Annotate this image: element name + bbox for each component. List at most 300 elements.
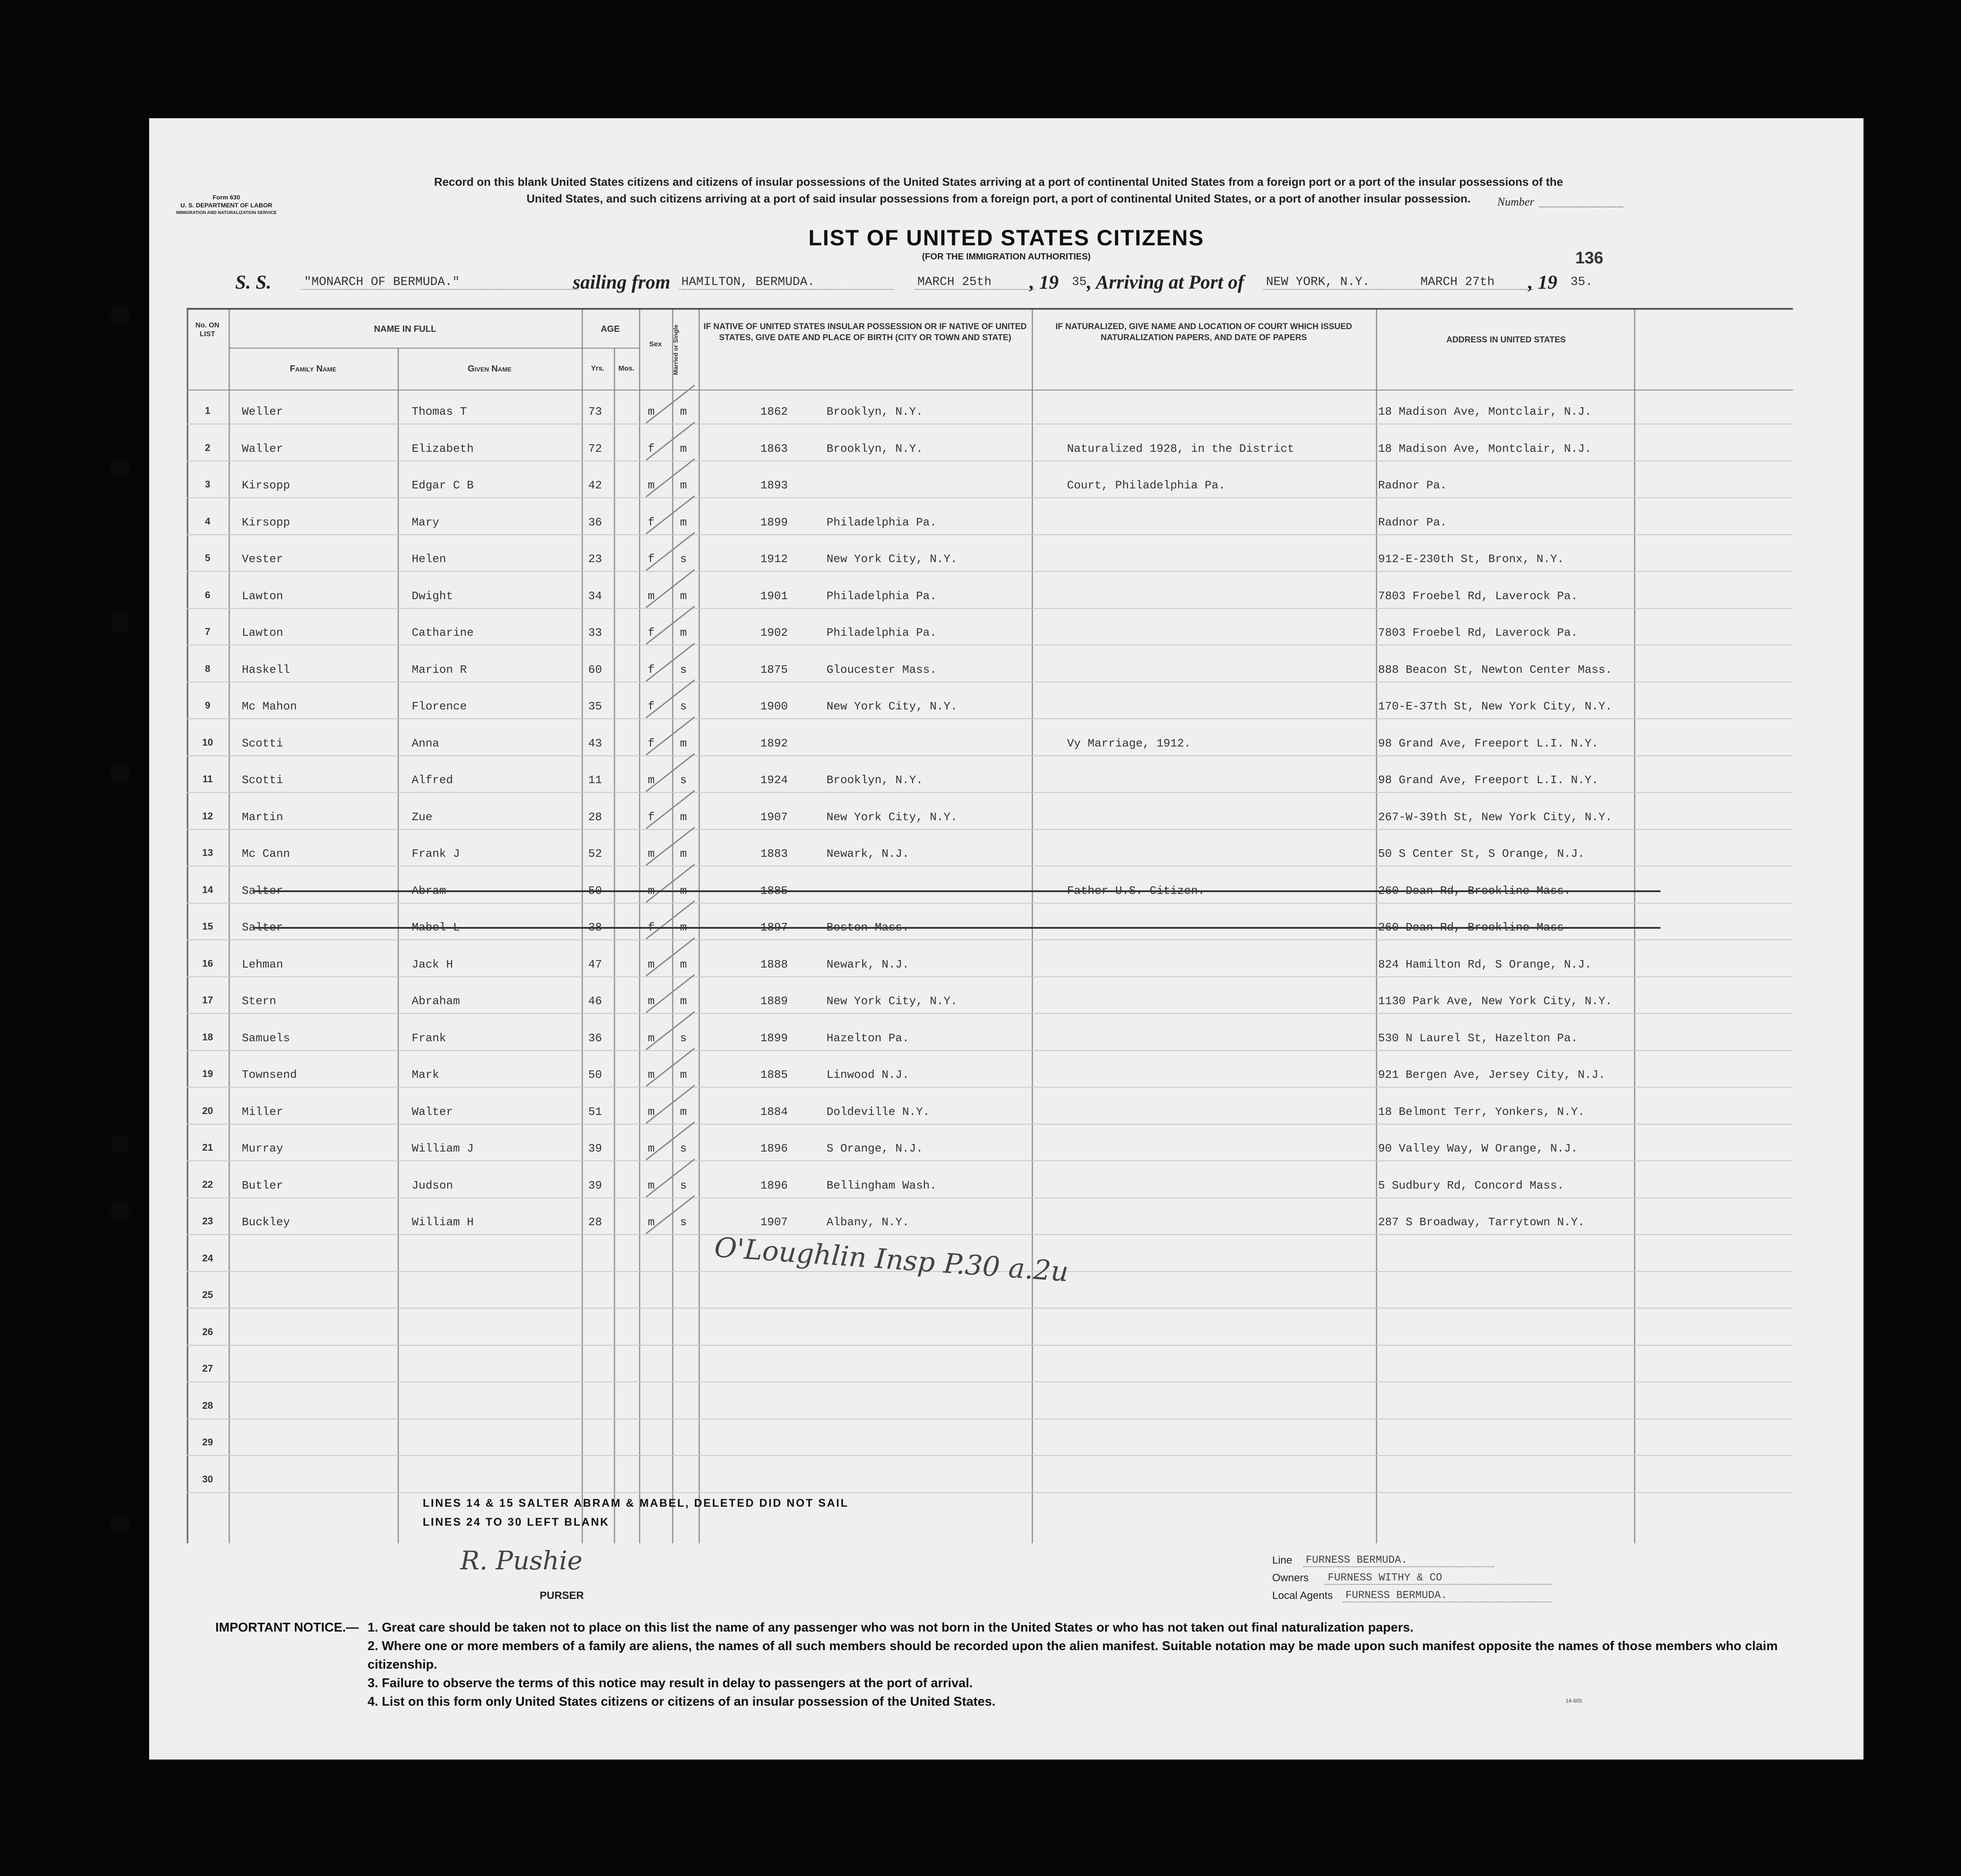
cell-family: Mc Mahon bbox=[242, 700, 297, 713]
cell-year: 1899 bbox=[760, 515, 788, 529]
cell-place: Linwood N.J. bbox=[826, 1068, 909, 1081]
remark-blank: LINES 24 TO 30 LEFT BLANK bbox=[423, 1516, 610, 1528]
form-id bbox=[173, 193, 279, 217]
blank-line-number: 27 bbox=[202, 1363, 213, 1374]
row-rule bbox=[187, 755, 1793, 756]
cell-status: m bbox=[680, 1105, 687, 1118]
cell-address: 98 Grand Ave, Freeport L.I. N.Y. bbox=[1378, 773, 1599, 787]
cell-no: 11 bbox=[202, 773, 213, 784]
cell-status: s bbox=[680, 773, 687, 787]
cell-year: 1885 bbox=[760, 1068, 788, 1081]
cell-year: 1883 bbox=[760, 847, 788, 860]
cell-place: Newark, N.J. bbox=[826, 847, 909, 860]
cell-year: 1885 bbox=[760, 884, 788, 897]
row-rule bbox=[187, 866, 1793, 867]
punch-hole bbox=[110, 1200, 130, 1219]
cell-status: s bbox=[680, 552, 687, 566]
punch-hole bbox=[110, 763, 130, 783]
cell-year: 1907 bbox=[760, 1216, 788, 1229]
table-row bbox=[187, 810, 1793, 828]
cell-year: 1888 bbox=[760, 957, 788, 971]
cell-address: 90 Valley Way, W Orange, N.J. bbox=[1378, 1142, 1578, 1155]
cell-family: Haskell bbox=[242, 663, 290, 676]
cell-family: Butler bbox=[242, 1178, 283, 1192]
cell-sex: m bbox=[648, 479, 655, 492]
cell-status: m bbox=[680, 589, 687, 603]
cell-given: Frank J bbox=[412, 847, 460, 860]
cell-sex: f bbox=[648, 810, 655, 824]
cell-no: 10 bbox=[202, 736, 213, 748]
blank-line-number: 24 bbox=[202, 1252, 213, 1264]
row-rule bbox=[187, 571, 1793, 572]
cell-year: 1912 bbox=[760, 552, 788, 566]
cell-status: m bbox=[680, 736, 687, 750]
cell-sex: m bbox=[648, 1105, 655, 1118]
cell-place: Doldeville N.Y. bbox=[826, 1105, 930, 1118]
cell-status: m bbox=[680, 626, 687, 639]
cell-no: 9 bbox=[205, 700, 210, 711]
deleted-row-strike bbox=[253, 890, 1660, 892]
cell-address: 530 N Laurel St, Hazelton Pa. bbox=[1378, 1031, 1578, 1045]
cell-address: 98 Grand Ave, Freeport L.I. N.Y. bbox=[1378, 736, 1599, 750]
cell-status: s bbox=[680, 1031, 687, 1045]
table-row bbox=[187, 773, 1793, 791]
owners-label: Owners bbox=[1272, 1572, 1309, 1584]
cell-sex: f bbox=[648, 921, 655, 934]
row-rule bbox=[187, 1197, 1793, 1198]
cell-place: Hazelton Pa. bbox=[826, 1031, 909, 1045]
cell-address: Radnor Pa. bbox=[1378, 515, 1447, 529]
form-code: 14-605 bbox=[1566, 1698, 1582, 1704]
cell-place: Newark, N.J. bbox=[826, 957, 909, 971]
row-rule bbox=[187, 903, 1793, 904]
ship-name: "MONARCH OF BERMUDA." bbox=[301, 275, 578, 290]
cell-place: New York City, N.Y. bbox=[826, 700, 958, 713]
cell-given: Catharine bbox=[412, 626, 474, 639]
cell-place: Philadelphia Pa. bbox=[826, 626, 937, 639]
table-row bbox=[187, 921, 1793, 938]
row-rule bbox=[187, 1345, 1793, 1346]
notice-item-2: 2. Where one or more members of a family are aliens, the names of all such members should be recorded upon the alien manifest. Suitable notation may be made upon such manifest opposite the names of those members who claim citizenship. bbox=[368, 1639, 1778, 1672]
cell-place: S Orange, N.J. bbox=[826, 1142, 923, 1155]
table-top-border bbox=[187, 308, 1793, 310]
cell-year: 1896 bbox=[760, 1142, 788, 1155]
cell-sex: m bbox=[648, 1178, 655, 1192]
number-label: Number bbox=[1497, 195, 1534, 208]
row-rule bbox=[187, 534, 1793, 535]
cell-given: Florence bbox=[412, 700, 467, 713]
cell-nat: Vy Marriage, 1912. bbox=[1067, 736, 1191, 750]
cell-no: 2 bbox=[205, 442, 210, 453]
cell-year: 1924 bbox=[760, 773, 788, 787]
cell-family: Lawton bbox=[242, 589, 283, 603]
header-married: Married or Single bbox=[672, 324, 679, 375]
cell-no: 16 bbox=[202, 957, 213, 969]
cell-status: s bbox=[680, 663, 687, 676]
cell-address: 912-E-230th St, Bronx, N.Y. bbox=[1378, 552, 1564, 566]
blank-line-number: 30 bbox=[202, 1473, 213, 1485]
cell-address: 824 Hamilton Rd, S Orange, N.J. bbox=[1378, 957, 1592, 971]
cell-family: Lawton bbox=[242, 626, 283, 639]
cell-no: 6 bbox=[205, 589, 210, 600]
cell-given: William J bbox=[412, 1142, 474, 1155]
cell-age: 50 bbox=[588, 1068, 602, 1081]
line-row bbox=[1272, 1554, 1625, 1567]
cell-no: 8 bbox=[205, 663, 210, 674]
header-given-name: Given Name bbox=[467, 364, 512, 374]
cell-year: 1900 bbox=[760, 700, 788, 713]
cell-year: 1902 bbox=[760, 626, 788, 639]
table-row bbox=[187, 1179, 1793, 1197]
cell-given: Helen bbox=[412, 552, 447, 566]
cell-family: Vester bbox=[242, 552, 283, 566]
cell-age: 52 bbox=[588, 847, 602, 860]
cell-age: 28 bbox=[588, 810, 602, 824]
notice-item-3: 3. Failure to observe the terms of this notice may result in delay to passengers at the port of arrival. bbox=[368, 1676, 973, 1690]
blank-line-number: 26 bbox=[202, 1326, 213, 1337]
cell-age: 11 bbox=[588, 773, 602, 787]
year-prefix-2: , 19 bbox=[1528, 271, 1557, 293]
cell-given: Frank bbox=[412, 1031, 447, 1045]
cell-age: 33 bbox=[588, 626, 602, 639]
row-rule bbox=[187, 1234, 1793, 1235]
page-title: LIST OF UNITED STATES CITIZENS bbox=[808, 225, 1205, 250]
cell-place: Brooklyn, N.Y. bbox=[826, 405, 923, 418]
row-rule bbox=[187, 1381, 1793, 1382]
cell-year: 1907 bbox=[760, 810, 788, 824]
cell-year: 1875 bbox=[760, 663, 788, 676]
row-rule bbox=[187, 792, 1793, 793]
departure-port: HAMILTON, BERMUDA. bbox=[679, 275, 894, 290]
cell-given: Alfred bbox=[412, 773, 453, 787]
cell-year: 1901 bbox=[760, 589, 788, 603]
owners-value: FURNESS WITHY & CO bbox=[1325, 1572, 1551, 1585]
cell-sex: f bbox=[648, 552, 655, 566]
cell-address: 18 Madison Ave, Montclair, N.J. bbox=[1378, 405, 1592, 418]
cell-no: 7 bbox=[205, 626, 210, 637]
table-row bbox=[187, 700, 1793, 717]
cell-age: 28 bbox=[588, 1216, 602, 1229]
table-row bbox=[187, 994, 1793, 1012]
cell-given: Anna bbox=[412, 736, 440, 750]
table-row bbox=[187, 552, 1793, 570]
cell-year: 1899 bbox=[760, 1031, 788, 1045]
cell-given: Abraham bbox=[412, 994, 460, 1008]
page-number: 136 bbox=[1575, 249, 1604, 267]
table-row bbox=[187, 958, 1793, 976]
number-field bbox=[1539, 206, 1623, 207]
cell-address: 888 Beacon St, Newton Center Mass. bbox=[1378, 663, 1612, 676]
cell-year: 1893 bbox=[760, 479, 788, 492]
cell-sex: m bbox=[648, 589, 655, 603]
cell-family: Scotti bbox=[242, 736, 283, 750]
header-age: AGE bbox=[601, 324, 620, 334]
cell-given: Thomas T bbox=[412, 405, 467, 418]
cell-place: Brooklyn, N.Y. bbox=[826, 442, 923, 455]
cell-place: Albany, N.Y. bbox=[826, 1216, 909, 1229]
cell-no: 17 bbox=[202, 994, 213, 1006]
table-row bbox=[187, 1216, 1793, 1233]
table-row bbox=[187, 1105, 1793, 1123]
table-row bbox=[187, 1142, 1793, 1159]
row-rule bbox=[187, 1492, 1793, 1493]
table-row bbox=[187, 405, 1793, 423]
inspector-signature: O'Loughlin Insp P.30 a.2u bbox=[713, 1231, 1070, 1288]
header-mos: Mos. bbox=[618, 365, 635, 372]
purser-signature: R. Pushie bbox=[460, 1546, 582, 1576]
cell-place: Brooklyn, N.Y. bbox=[826, 773, 923, 787]
cell-sex: f bbox=[648, 515, 655, 529]
cell-place: Bellingham Wash. bbox=[826, 1178, 937, 1192]
cell-sex: f bbox=[648, 626, 655, 639]
arrival-year: 35. bbox=[1570, 275, 1593, 289]
service-name: IMMIGRATION AND NATURALIZATION SERVICE bbox=[176, 210, 277, 215]
table-row bbox=[187, 847, 1793, 865]
cell-age: 39 bbox=[588, 1178, 602, 1192]
ss-label: S. S. bbox=[235, 271, 271, 293]
arrival-date: MARCH 27th bbox=[1418, 275, 1533, 290]
passenger-table bbox=[187, 308, 1793, 1543]
row-rule bbox=[187, 1308, 1793, 1309]
cell-status: m bbox=[680, 847, 687, 860]
department-name: U. S. DEPARTMENT OF LABOR bbox=[180, 202, 273, 209]
cell-family: Stern bbox=[242, 994, 277, 1008]
row-rule bbox=[187, 682, 1793, 683]
cell-sex: f bbox=[648, 663, 655, 676]
cell-family: Salter bbox=[242, 884, 283, 897]
agents-label: Local Agents bbox=[1272, 1590, 1333, 1602]
cell-address: 170-E-37th St, New York City, N.Y. bbox=[1378, 700, 1612, 713]
agents-value: FURNESS BERMUDA. bbox=[1343, 1590, 1551, 1602]
cell-no: 18 bbox=[202, 1031, 213, 1043]
cell-address: 260 Dean Rd, Brookline Mass. bbox=[1378, 884, 1571, 897]
cell-age: 39 bbox=[588, 1142, 602, 1155]
cell-address: Radnor Pa. bbox=[1378, 479, 1447, 492]
row-rule bbox=[187, 1455, 1793, 1456]
cell-status: s bbox=[680, 1178, 687, 1192]
header-notice: Record on this blank United States citizens and citizens of insular possessions of the United States arriving at a port of continental United States from a foreign port or a port of the insular possessions of the United States, and such citizens arriving at a port of said insular possessions from a foreign port, a port of continental United States, or a port of another insular possession. bbox=[434, 175, 1563, 205]
cell-given: Marion R bbox=[412, 663, 467, 676]
table-row bbox=[187, 442, 1793, 460]
cell-place: Philadelphia Pa. bbox=[826, 515, 937, 529]
cell-nat: Father U.S. Citizen. bbox=[1067, 884, 1205, 897]
cell-age: 47 bbox=[588, 957, 602, 971]
cell-year: 1896 bbox=[760, 1178, 788, 1192]
cell-address: 260 Dean Rd, Brookline Mass bbox=[1378, 921, 1564, 934]
cell-age: 35 bbox=[588, 700, 602, 713]
cell-family: Townsend bbox=[242, 1068, 297, 1081]
cell-year: 1892 bbox=[760, 736, 788, 750]
cell-family: Miller bbox=[242, 1105, 283, 1118]
row-rule bbox=[187, 1124, 1793, 1125]
cell-family: Scotti bbox=[242, 773, 283, 787]
cell-place: Gloucester Mass. bbox=[826, 663, 937, 676]
table-row bbox=[187, 1068, 1793, 1086]
row-rule bbox=[187, 1160, 1793, 1161]
cell-place: New York City, N.Y. bbox=[826, 994, 958, 1008]
table-row bbox=[187, 589, 1793, 607]
cell-status: m bbox=[680, 405, 687, 418]
cell-address: 5 Sudbury Rd, Concord Mass. bbox=[1378, 1178, 1564, 1192]
cell-sex: m bbox=[648, 773, 655, 787]
cell-family: Lehman bbox=[242, 957, 283, 971]
cell-address: 267-W-39th St, New York City, N.Y. bbox=[1378, 810, 1612, 824]
line-value: FURNESS BERMUDA. bbox=[1303, 1554, 1494, 1567]
cell-status: m bbox=[680, 957, 687, 971]
cell-address: 287 S Broadway, Tarrytown N.Y. bbox=[1378, 1216, 1585, 1229]
header-sex: Sex bbox=[649, 341, 662, 348]
cell-place: New York City, N.Y. bbox=[826, 552, 958, 566]
punch-hole bbox=[110, 1513, 130, 1533]
cell-status: m bbox=[680, 994, 687, 1008]
table-row bbox=[187, 1032, 1793, 1049]
blank-line-number: 28 bbox=[202, 1399, 213, 1411]
header-address: ADDRESS IN UNITED STATES bbox=[1446, 335, 1566, 345]
cell-age: 36 bbox=[588, 1031, 602, 1045]
row-rule bbox=[187, 608, 1793, 609]
cell-age: 38 bbox=[588, 921, 602, 934]
cell-given: Judson bbox=[412, 1178, 453, 1192]
cell-age: 73 bbox=[588, 405, 602, 418]
arrival-port: NEW YORK, N.Y. bbox=[1263, 275, 1419, 290]
table-row bbox=[187, 479, 1793, 496]
header-naturalized: IF NATURALIZED, GIVE NAME AND LOCATION OF COURT WHICH ISSUED NATURALIZATION PAPERS, AND DATE OF PAPERS bbox=[1055, 322, 1352, 342]
purser-label: PURSER bbox=[540, 1590, 584, 1602]
cell-no: 19 bbox=[202, 1068, 213, 1079]
table-row bbox=[187, 737, 1793, 754]
cell-given: Mabel L bbox=[412, 921, 460, 934]
cell-family: Martin bbox=[242, 810, 283, 824]
punch-hole bbox=[110, 459, 130, 478]
cell-address: 18 Madison Ave, Montclair, N.J. bbox=[1378, 442, 1592, 455]
cell-address: 7803 Froebel Rd, Laverock Pa. bbox=[1378, 626, 1578, 639]
cell-age: 36 bbox=[588, 515, 602, 529]
voyage-line bbox=[149, 271, 1863, 297]
cell-sex: m bbox=[648, 994, 655, 1008]
notice-label: IMPORTANT NOTICE.— bbox=[215, 1621, 359, 1635]
cell-no: 23 bbox=[202, 1216, 213, 1227]
header-name-in-full: NAME IN FULL bbox=[374, 324, 436, 334]
cell-address: 921 Bergen Ave, Jersey City, N.J. bbox=[1378, 1068, 1605, 1081]
agents-row bbox=[1272, 1590, 1625, 1602]
cell-status: m bbox=[680, 442, 687, 455]
cell-address: 50 S Center St, S Orange, N.J. bbox=[1378, 847, 1585, 860]
header-yrs: Yrs. bbox=[591, 365, 605, 372]
cell-year: 1897 bbox=[760, 921, 788, 934]
cell-given: Mark bbox=[412, 1068, 440, 1081]
cell-place: Philadelphia Pa. bbox=[826, 589, 937, 603]
punch-hole bbox=[110, 304, 130, 324]
header-birth: IF NATIVE OF UNITED STATES INSULAR POSSESSION OR IF NATIVE OF UNITED STATES, GIVE DATE AND PLACE OF BIRTH (CITY OR TOWN AND STATE) bbox=[703, 322, 1027, 342]
cell-sex: f bbox=[648, 700, 655, 713]
arriving-label: , Arriving at Port of bbox=[1087, 271, 1244, 293]
row-rule bbox=[187, 1418, 1793, 1419]
cell-age: 72 bbox=[588, 442, 602, 455]
cell-age: 43 bbox=[588, 736, 602, 750]
cell-given: William H bbox=[412, 1216, 474, 1229]
cell-age: 34 bbox=[588, 589, 602, 603]
cell-sex: m bbox=[648, 1216, 655, 1229]
punch-hole bbox=[110, 613, 130, 633]
cell-sex: m bbox=[648, 847, 655, 860]
cell-status: s bbox=[680, 700, 687, 713]
cell-nat: Court, Philadelphia Pa. bbox=[1067, 479, 1225, 492]
cell-no: 13 bbox=[202, 847, 213, 858]
cell-no: 20 bbox=[202, 1105, 213, 1116]
cell-status: s bbox=[680, 1216, 687, 1229]
cell-status: m bbox=[680, 479, 687, 492]
sailing-label: sailing from bbox=[573, 271, 671, 293]
cell-sex: f bbox=[648, 442, 655, 455]
cell-family: Murray bbox=[242, 1142, 283, 1155]
cell-status: m bbox=[680, 921, 687, 934]
cell-status: m bbox=[680, 515, 687, 529]
cell-family: Weller bbox=[242, 405, 283, 418]
cell-year: 1889 bbox=[760, 994, 788, 1008]
blank-line-number: 29 bbox=[202, 1437, 213, 1448]
cell-family: Kirsopp bbox=[242, 515, 290, 529]
row-rule bbox=[187, 718, 1793, 719]
cell-sex: m bbox=[648, 1031, 655, 1045]
blank-line-number: 25 bbox=[202, 1289, 213, 1300]
cell-no: 21 bbox=[202, 1142, 213, 1153]
manifest-page bbox=[149, 118, 1863, 1760]
cell-sex: f bbox=[648, 736, 655, 750]
cell-no: 3 bbox=[205, 479, 210, 490]
cell-given: Walter bbox=[412, 1105, 453, 1118]
cell-given: Elizabeth bbox=[412, 442, 474, 455]
cell-age: 51 bbox=[588, 1105, 602, 1118]
cell-address: 1130 Park Ave, New York City, N.Y. bbox=[1378, 994, 1612, 1008]
cell-family: Kirsopp bbox=[242, 479, 290, 492]
cell-age: 23 bbox=[588, 552, 602, 566]
cell-given: Dwight bbox=[412, 589, 453, 603]
cell-no: 14 bbox=[202, 884, 213, 895]
cell-address: 7803 Froebel Rd, Laverock Pa. bbox=[1378, 589, 1578, 603]
cell-family: Mc Cann bbox=[242, 847, 290, 860]
cell-year: 1862 bbox=[760, 405, 788, 418]
cell-age: 46 bbox=[588, 994, 602, 1008]
cell-no: 5 bbox=[205, 552, 210, 563]
cell-status: s bbox=[680, 1142, 687, 1155]
cell-status: m bbox=[680, 1068, 687, 1081]
cell-sex: m bbox=[648, 405, 655, 418]
notice-item-4: 4. List on this form only United States citizens or citizens of an insular possession of the United States. bbox=[368, 1695, 996, 1709]
table-row bbox=[187, 626, 1793, 644]
page-subtitle: (FOR THE IMMIGRATION AUTHORITIES) bbox=[922, 252, 1091, 262]
cell-address: 18 Belmont Terr, Yonkers, N.Y. bbox=[1378, 1105, 1585, 1118]
cell-status: m bbox=[680, 810, 687, 824]
deleted-row-strike bbox=[253, 927, 1660, 929]
cell-family: Samuels bbox=[242, 1031, 290, 1045]
cell-nat: Naturalized 1928, in the District bbox=[1067, 442, 1294, 455]
table-row bbox=[187, 516, 1793, 533]
age-subheader-line bbox=[582, 348, 639, 349]
cell-family: Salter bbox=[242, 921, 283, 934]
cell-no: 22 bbox=[202, 1178, 213, 1190]
remark-deleted: LINES 14 & 15 SALTER ABRAM & MABEL, DELETED DID NOT SAIL bbox=[423, 1497, 849, 1509]
cell-sex: m bbox=[648, 884, 655, 897]
cell-given: Abram bbox=[412, 884, 447, 897]
departure-year: 35 bbox=[1072, 275, 1087, 289]
cell-status: m bbox=[680, 884, 687, 897]
cell-age: 42 bbox=[588, 479, 602, 492]
cell-given: Edgar C B bbox=[412, 479, 474, 492]
cell-age: 60 bbox=[588, 663, 602, 676]
cell-no: 12 bbox=[202, 810, 213, 822]
line-label: Line bbox=[1272, 1554, 1292, 1566]
cell-family: Waller bbox=[242, 442, 283, 455]
